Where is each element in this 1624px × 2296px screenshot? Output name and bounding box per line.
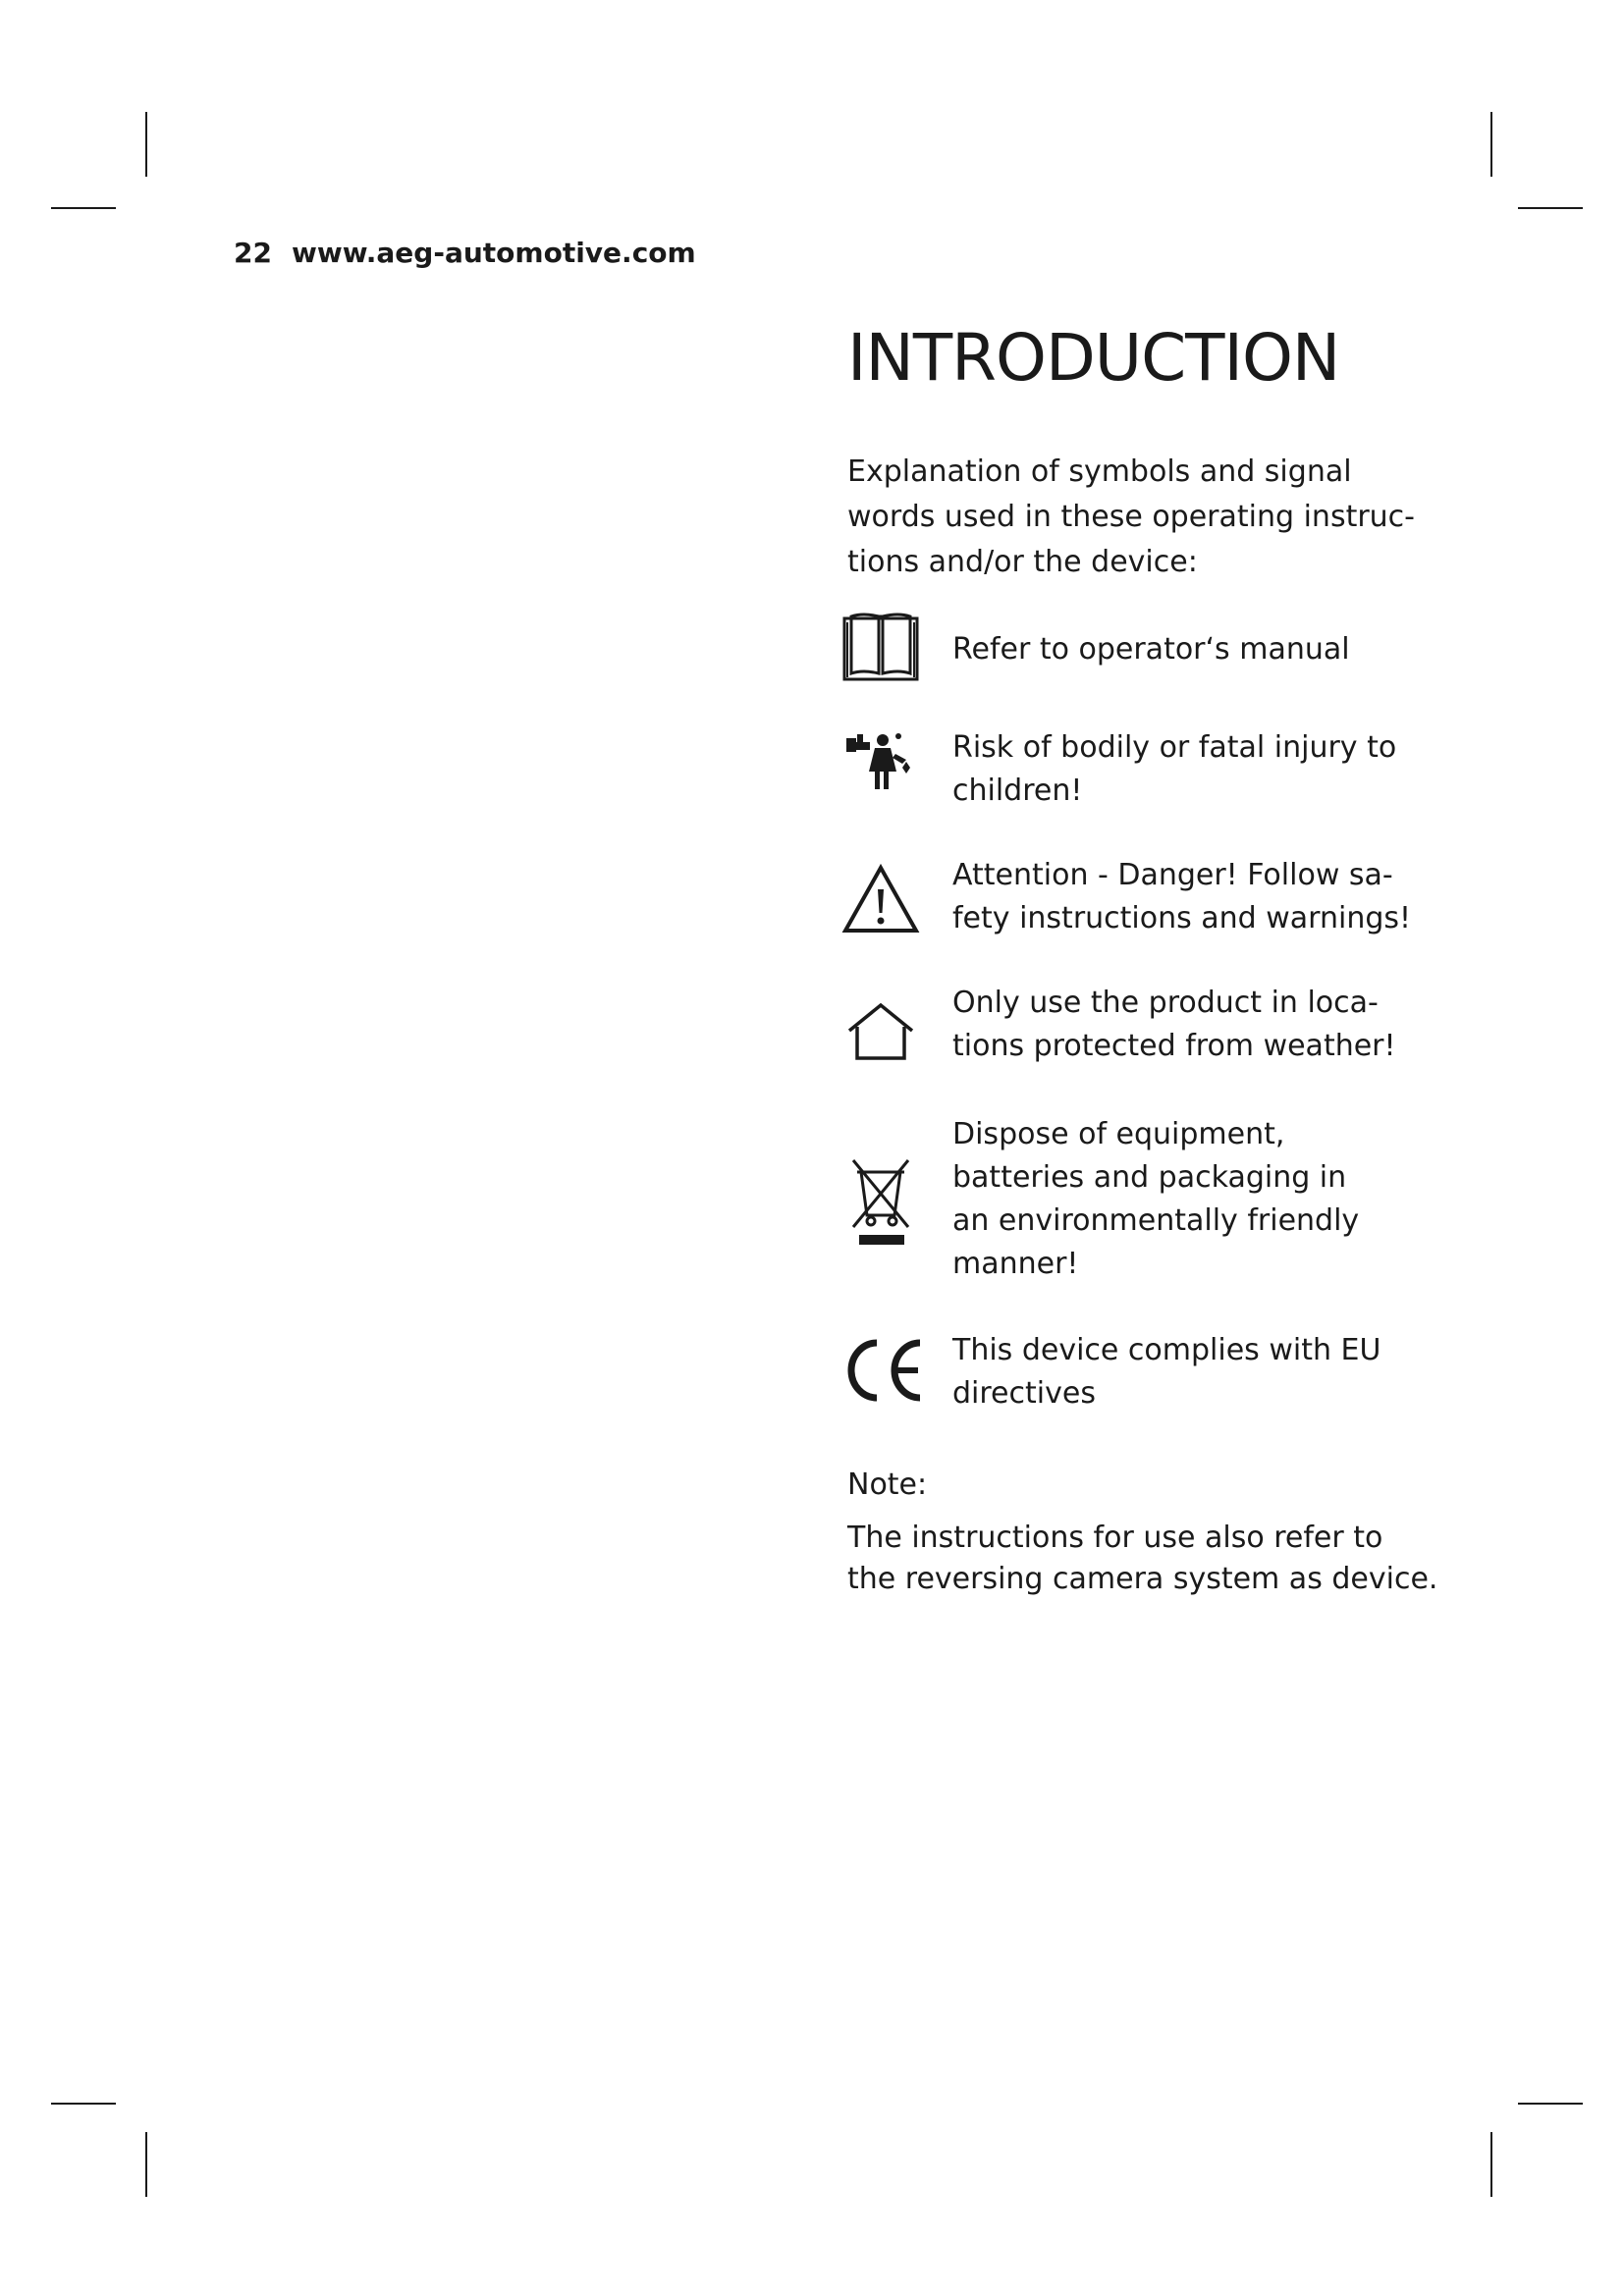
symbol-description-line: This device complies with EU <box>952 1333 1381 1367</box>
crop-mark-bottom-left-horizontal <box>51 2103 116 2105</box>
crop-mark-bottom-right-horizontal <box>1518 2103 1583 2105</box>
symbol-description-line: an environmentally friendly <box>952 1203 1360 1238</box>
symbol-description <box>952 726 1404 813</box>
symbol-description <box>952 854 1412 940</box>
house-icon <box>841 991 920 1070</box>
warning-triangle-icon <box>841 862 920 940</box>
symbol-description-line: Only use the product in loca- <box>952 986 1379 1020</box>
intro-line: words used in these operating instruc- <box>847 500 1415 534</box>
website-url: www.aeg-automotive.com <box>291 237 696 269</box>
intro-line: tions and/or the device: <box>847 545 1198 579</box>
symbol-description-line: tions protected from weather! <box>952 1029 1396 1063</box>
page-header <box>234 237 696 269</box>
note-section <box>847 1465 1438 1600</box>
page-number: 22 <box>234 237 272 269</box>
symbol-description-line: Attention - Danger! Follow sa- <box>952 858 1393 892</box>
symbol-description <box>952 1329 1404 1415</box>
note-line: The instructions for use also refer to <box>847 1521 1383 1555</box>
symbol-description-line: manner! <box>952 1247 1079 1281</box>
symbol-description-line: children! <box>952 774 1083 808</box>
manual-book-icon <box>841 609 920 687</box>
note-label: Note: <box>847 1468 928 1502</box>
symbol-description <box>952 628 1404 671</box>
children-warning-icon <box>841 728 920 807</box>
symbol-description-line: Refer to operator‘s manual <box>952 632 1350 667</box>
crossed-bin-icon <box>841 1152 920 1251</box>
crop-mark-bottom-right-vertical <box>1490 2132 1492 2197</box>
symbol-description-line: Dispose of equipment, <box>952 1117 1285 1151</box>
symbol-description-line: batteries and packaging in <box>952 1160 1347 1195</box>
symbol-description <box>952 982 1404 1068</box>
introduction-section <box>847 314 1415 585</box>
crop-mark-top-right-horizontal <box>1518 207 1583 209</box>
note-line: the reversing camera system as device. <box>847 1562 1438 1596</box>
crop-mark-bottom-left-vertical <box>145 2132 147 2197</box>
symbol-description-line: directives <box>952 1376 1096 1411</box>
intro-paragraph <box>847 450 1415 585</box>
crop-mark-top-left-horizontal <box>51 207 116 209</box>
symbol-description <box>952 1113 1404 1286</box>
intro-line: Explanation of symbols and signal <box>847 454 1352 489</box>
crop-mark-top-right-vertical <box>1490 112 1492 177</box>
crop-mark-top-left-vertical <box>145 112 147 177</box>
symbol-description-line: Risk of bodily or fatal injury to <box>952 730 1397 765</box>
ce-mark-icon <box>838 1331 926 1410</box>
symbol-description-line: fety instructions and warnings! <box>952 901 1412 935</box>
page-title: INTRODUCTION <box>847 320 1340 396</box>
